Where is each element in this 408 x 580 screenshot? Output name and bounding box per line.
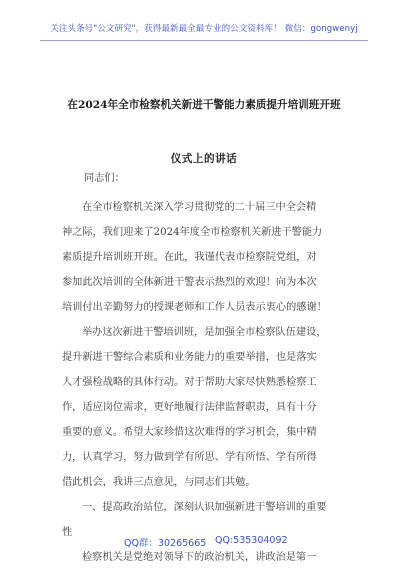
body-line: 参加此次培训的全体新进干警表示热烈的欢迎！向为本次: [62, 277, 317, 288]
body-line: 作，适应岗位需求，更好地履行法律监督职责，具有十分: [62, 402, 317, 413]
body-line: 举办这次新进干警培训班，是加强全市检察队伍建设，: [82, 327, 327, 338]
body-line: 人才强检战略的具体行动。对于帮助大家尽快熟悉检察工: [62, 377, 317, 388]
body-line: 神之际，我们迎来了2024年度全市检察机关新进干警能力: [62, 227, 323, 238]
body-line: 在全市检察机关深入学习贯彻党的二十届三中全会精: [82, 202, 317, 213]
section-heading-1: 一、提高政治站位，深刻认识加强新进干警培训的重要: [82, 502, 327, 513]
body-line: 素质提升培训班开班。在此，我谨代表市检察院党组，对: [62, 252, 317, 263]
body-line: 提升新进干警综合素质和业务能力的重要举措，也是落实: [62, 352, 317, 363]
document-title-line-2: 仪式上的讲话: [170, 153, 238, 165]
footer-qq-contact: QQ:535304092: [215, 535, 288, 546]
header-divider: [40, 40, 368, 41]
header-banner: 关注头条号"公文研究"，获得最新最全最专业的公文资料库！ 微信：gongwenyj: [50, 24, 358, 34]
document-title-line-1: 在2024年全市检察机关新进干警能力素质提升培训班开班: [67, 99, 341, 111]
body-line: 借此机会，我讲三点意见，与同志们共勉。: [62, 477, 256, 488]
document-body: [62, 195, 362, 570]
greeting: 同志们：: [84, 173, 125, 184]
footer-qq-group: QQ群：30265665: [124, 538, 207, 549]
section-heading-1-cont: 性: [62, 527, 73, 538]
body-line: 培训付出辛勤努力的授课老师和工作人员表示衷心的感谢！: [62, 302, 327, 313]
body-line: 重要的意义。希望大家珍惜这次难得的学习机会，集中精: [62, 427, 317, 438]
body-line: 力，认真学习，努力做到学有所思、学有所悟、学有所得: [62, 452, 317, 463]
body-line: 检察机关是党绝对领导下的政治机关，讲政治是第一: [82, 552, 317, 563]
